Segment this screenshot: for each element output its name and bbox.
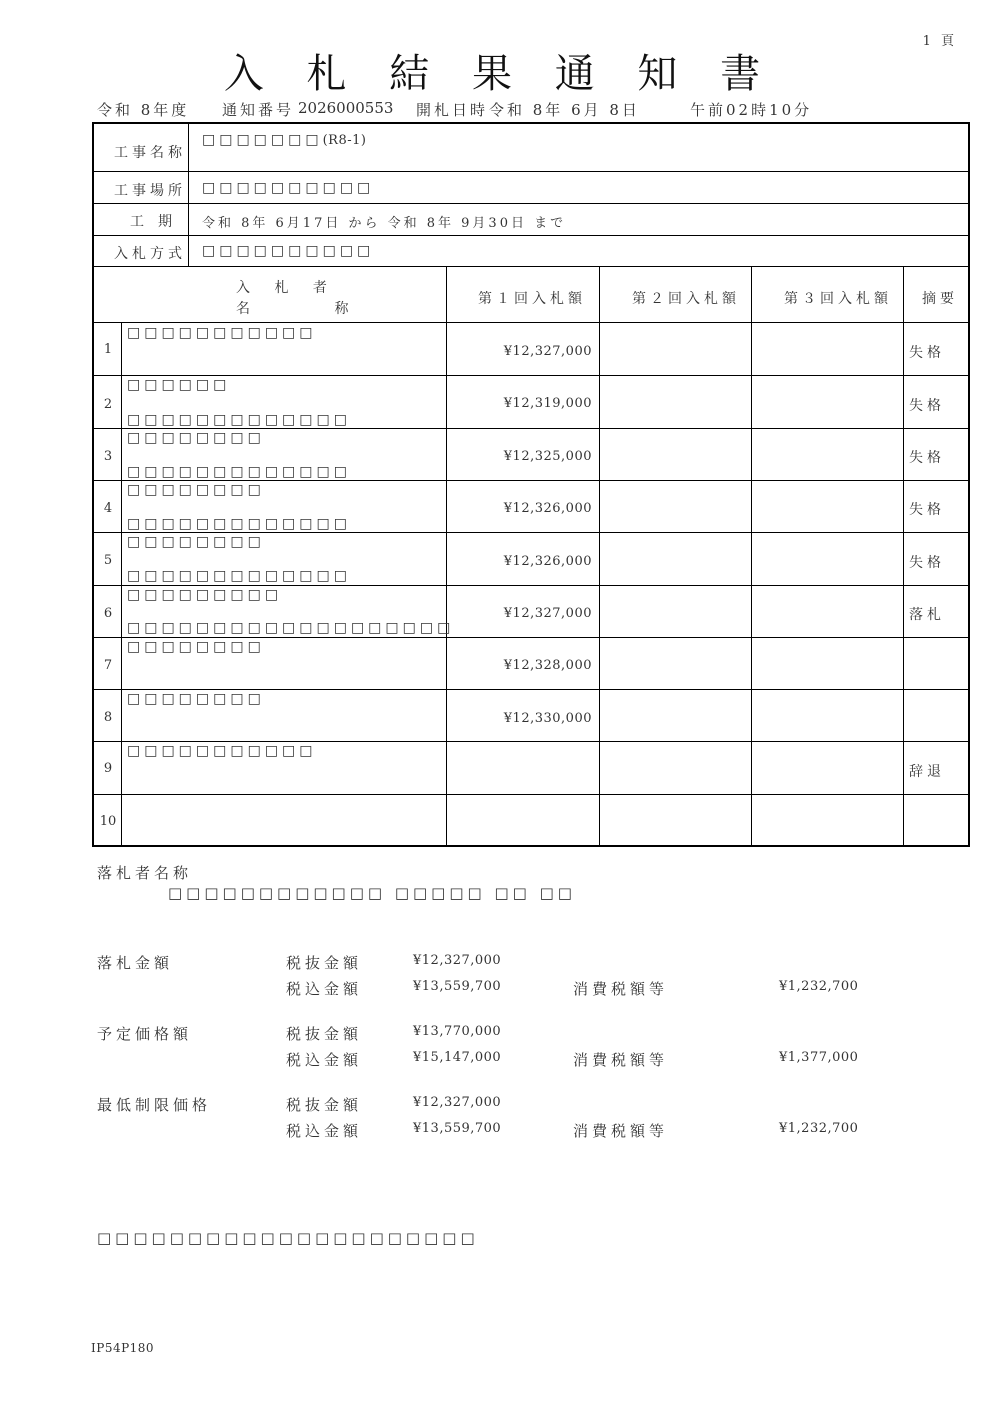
row-divider bbox=[94, 689, 968, 690]
first-round-amount: ¥12,327,000 bbox=[503, 606, 592, 621]
column-divider bbox=[903, 266, 904, 845]
remarks: 失格 bbox=[909, 450, 945, 466]
first-round-header: 第１回入札額 bbox=[478, 291, 586, 307]
bidder-name: □□□□□□□□□ bbox=[127, 587, 283, 603]
row-divider bbox=[94, 741, 968, 742]
row-number: 7 bbox=[103, 658, 113, 673]
project-name: □□□□□□□(R8-1) bbox=[202, 132, 367, 148]
bid-method: □□□□□□□□□□ bbox=[202, 243, 375, 259]
row-number: 8 bbox=[103, 710, 113, 725]
bidder-address: □□□□□□□□□□□□□ bbox=[127, 464, 351, 480]
notice-number: 2026000553 bbox=[298, 99, 394, 117]
tax-included-label: 税込金額 bbox=[286, 1122, 363, 1140]
second-round-header: 第２回入札額 bbox=[632, 291, 740, 307]
winner-name: □□□□□□□□□□□□ □□□□□ □□ □□ bbox=[168, 884, 576, 902]
consumption-tax-amount: ¥1,232,700 bbox=[779, 979, 859, 994]
consumption-tax-label: 消費税額等 bbox=[573, 1051, 669, 1069]
remarks: 失格 bbox=[909, 555, 945, 571]
first-round-amount: ¥12,325,000 bbox=[503, 449, 592, 464]
project-name-label: 工事名称 bbox=[114, 145, 186, 161]
row-number: 5 bbox=[103, 553, 113, 568]
column-divider bbox=[446, 266, 447, 845]
construction-period-label: 工期 bbox=[130, 214, 186, 230]
bidder-name: □□□□□□ bbox=[127, 377, 231, 393]
row-divider bbox=[94, 203, 968, 204]
consumption-tax-amount: ¥1,232,700 bbox=[779, 1121, 859, 1136]
remarks: 辞退 bbox=[909, 764, 945, 780]
row-divider bbox=[94, 532, 968, 533]
tax-included-amount: ¥15,147,000 bbox=[413, 1050, 502, 1065]
row-number: 9 bbox=[103, 761, 113, 776]
row-number: 3 bbox=[103, 449, 113, 464]
row-divider bbox=[94, 266, 968, 267]
notice-number-label: 通知番号 bbox=[222, 101, 295, 119]
bidder-name: □□□□□□□□ bbox=[127, 430, 265, 446]
remarks: 失格 bbox=[909, 398, 945, 414]
form-code: IP54P180 bbox=[91, 1341, 155, 1355]
bid-method-label: 入札方式 bbox=[114, 246, 186, 262]
fiscal-year: 令和 8年度 bbox=[97, 101, 190, 119]
remarks-header: 摘要 bbox=[922, 291, 958, 307]
tax-included-amount: ¥13,559,700 bbox=[413, 979, 502, 994]
first-round-amount: ¥12,326,000 bbox=[503, 554, 592, 569]
row-divider bbox=[94, 480, 968, 481]
bidder-address: □□□□□□□□□□□□□ bbox=[127, 516, 351, 532]
remarks: 落札 bbox=[909, 607, 945, 623]
row-divider bbox=[94, 585, 968, 586]
consumption-tax-amount: ¥1,377,000 bbox=[779, 1050, 859, 1065]
row-divider bbox=[94, 428, 968, 429]
minimum-price-label: 最低制限価格 bbox=[97, 1096, 212, 1114]
first-round-amount: ¥12,330,000 bbox=[503, 711, 592, 726]
page-number: 1 頁 bbox=[922, 34, 957, 49]
remarks: 失格 bbox=[909, 345, 945, 361]
bidder-name: □□□□□□□□ bbox=[127, 482, 265, 498]
construction-period: 令和 8年 6月17日 から 令和 8年 9月30日 まで bbox=[202, 216, 567, 231]
pre-tax-amount: ¥13,770,000 bbox=[413, 1024, 502, 1039]
row-number: 1 bbox=[103, 342, 113, 357]
bid-result-table bbox=[92, 122, 970, 847]
bidder-name: □□□□□□□□ bbox=[127, 534, 265, 550]
first-round-amount: ¥12,328,000 bbox=[503, 658, 592, 673]
bidder-name: □□□□□□□□ bbox=[127, 639, 265, 655]
bidder-address: □□□□□□□□□□□□□□□□□□□ bbox=[127, 620, 455, 636]
tax-included-label: 税込金額 bbox=[286, 980, 363, 998]
opening-date: 令和 8年 6月 8日 bbox=[489, 101, 640, 119]
consumption-tax-label: 消費税額等 bbox=[573, 980, 669, 998]
document-title: 入 札 結 果 通 知 書 bbox=[223, 51, 776, 97]
winning-price-label: 落札金額 bbox=[97, 954, 174, 972]
column-divider bbox=[599, 266, 600, 845]
pre-tax-label: 税抜金額 bbox=[286, 1096, 363, 1114]
consumption-tax-label: 消費税額等 bbox=[573, 1122, 669, 1140]
bidder-header-line2: 名 称 bbox=[236, 301, 389, 317]
row-divider bbox=[94, 235, 968, 236]
row-number: 4 bbox=[103, 501, 113, 516]
row-divider bbox=[94, 322, 968, 323]
row-divider bbox=[94, 375, 968, 376]
pre-tax-label: 税抜金額 bbox=[286, 954, 363, 972]
column-divider bbox=[188, 124, 189, 266]
first-round-amount: ¥12,326,000 bbox=[503, 501, 592, 516]
row-number: 2 bbox=[103, 397, 113, 412]
row-divider bbox=[94, 637, 968, 638]
opening-time: 午前02時10分 bbox=[690, 101, 813, 119]
pre-tax-amount: ¥12,327,000 bbox=[413, 1095, 502, 1110]
row-number: 10 bbox=[99, 814, 117, 829]
bidder-name: □□□□□□□□ bbox=[127, 691, 265, 707]
row-number: 6 bbox=[103, 606, 113, 621]
project-location-label: 工事場所 bbox=[114, 183, 186, 199]
pre-tax-label: 税抜金額 bbox=[286, 1025, 363, 1043]
bidder-name: □□□□□□□□□□□ bbox=[127, 325, 317, 341]
tax-included-label: 税込金額 bbox=[286, 1051, 363, 1069]
column-divider bbox=[751, 266, 752, 845]
first-round-amount: ¥12,327,000 bbox=[503, 344, 592, 359]
bidder-name: □□□□□□□□□□□ bbox=[127, 743, 317, 759]
remarks: 失格 bbox=[909, 502, 945, 518]
bidder-address: □□□□□□□□□□□□□ bbox=[127, 412, 351, 428]
tax-included-amount: ¥13,559,700 bbox=[413, 1121, 502, 1136]
closing-note: □□□□□□□□□□□□□□□□□□□□□ bbox=[97, 1229, 479, 1247]
bidder-header-line1: 入 札 者 bbox=[236, 280, 337, 296]
first-round-amount: ¥12,319,000 bbox=[503, 396, 592, 411]
third-round-header: 第３回入札額 bbox=[784, 291, 892, 307]
project-location: □□□□□□□□□□ bbox=[202, 180, 375, 196]
pre-tax-amount: ¥12,327,000 bbox=[413, 953, 502, 968]
row-divider bbox=[94, 171, 968, 172]
winner-label: 落札者名称 bbox=[97, 864, 193, 882]
bidder-address: □□□□□□□□□□□□□ bbox=[127, 568, 351, 584]
estimated-price-label: 予定価格額 bbox=[97, 1025, 193, 1043]
row-divider bbox=[94, 794, 968, 795]
opening-date-label: 開札日時 bbox=[416, 101, 489, 119]
